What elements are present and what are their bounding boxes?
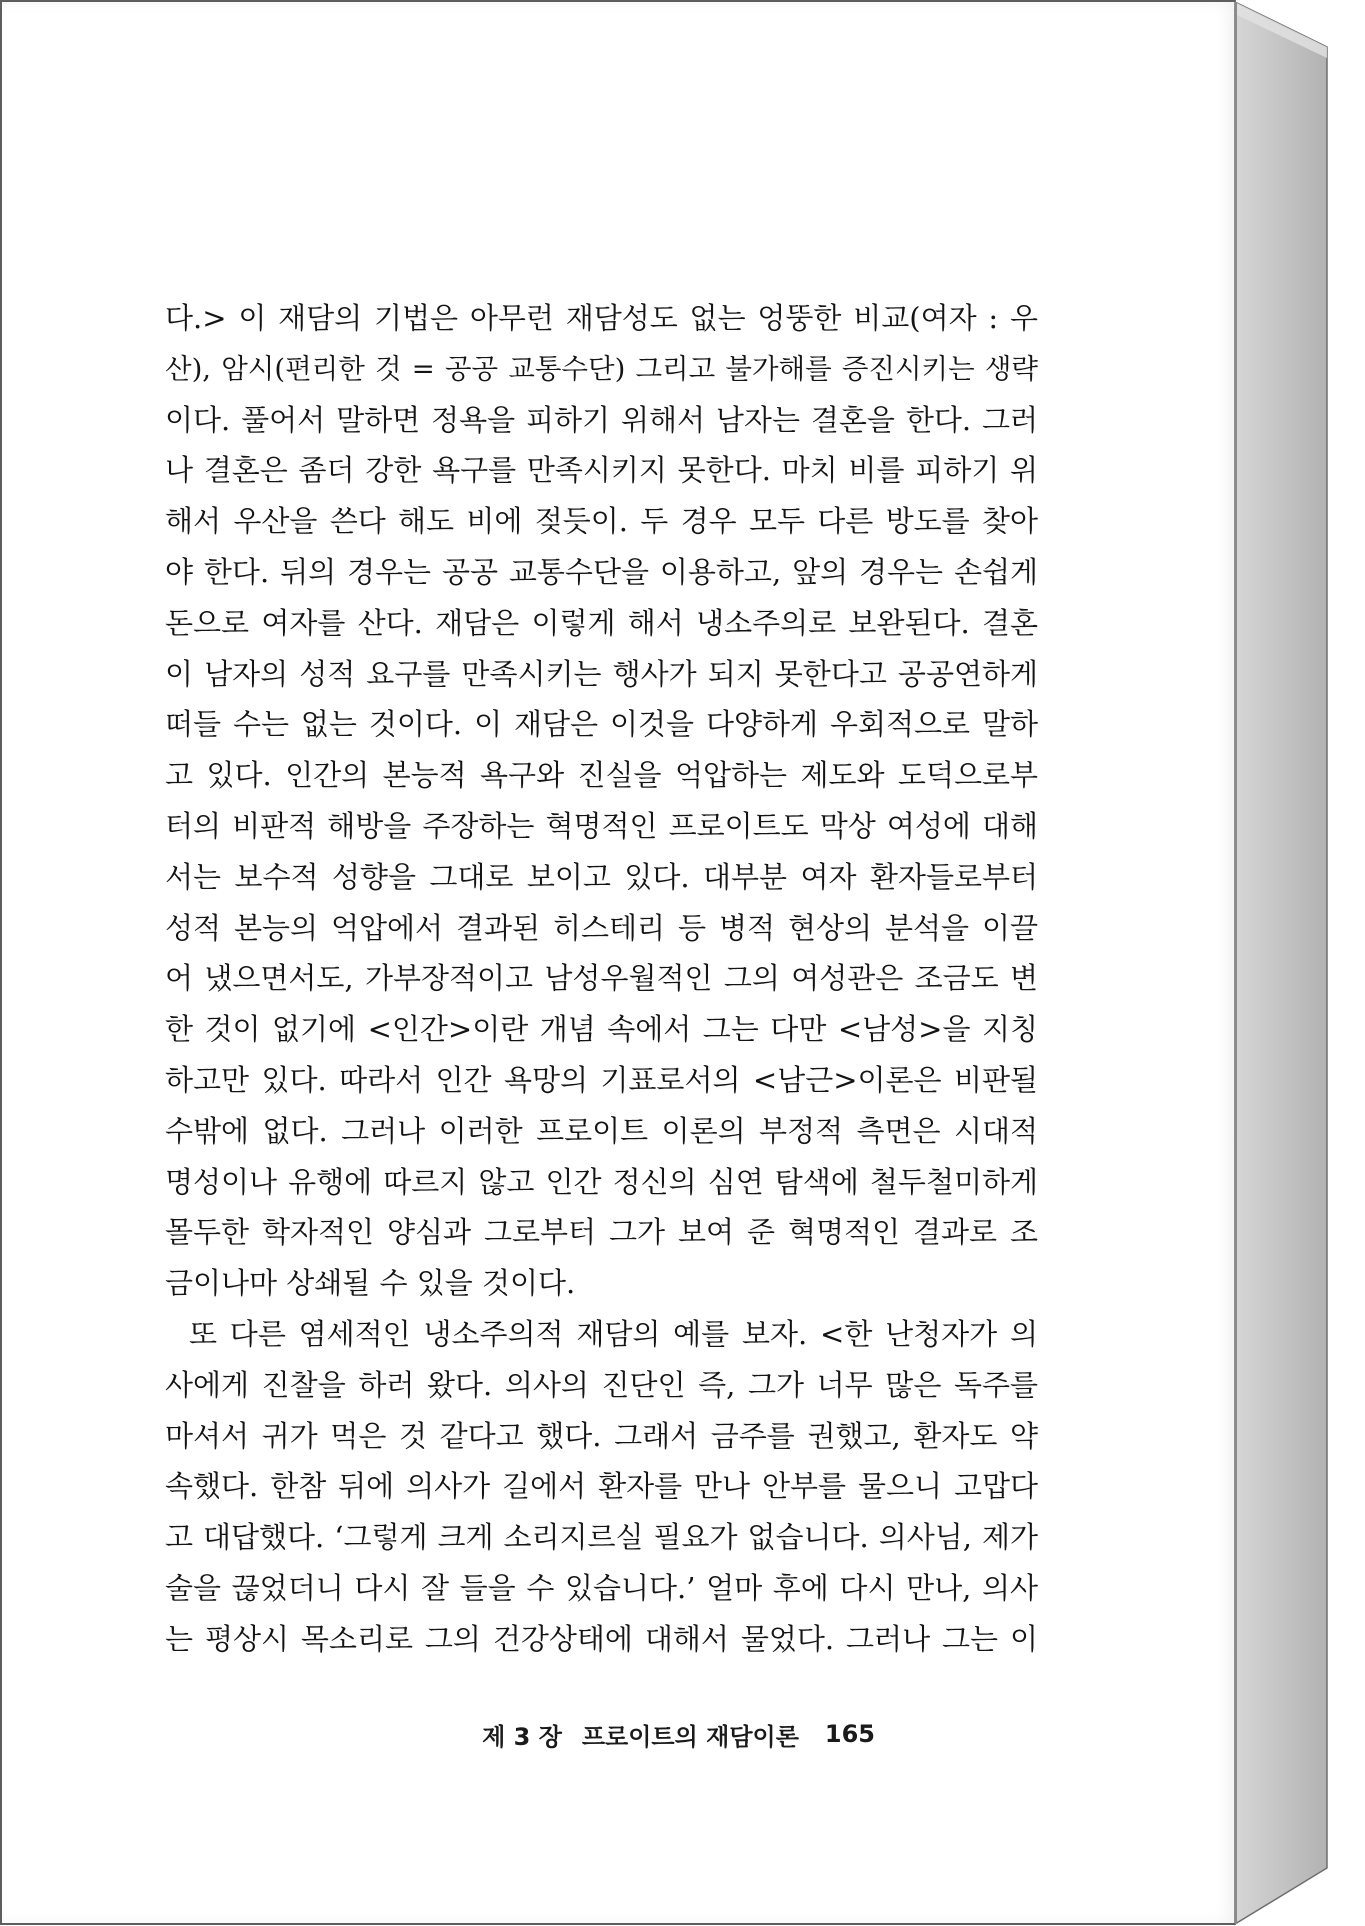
text-line: 금이나마 상쇄될 수 있을 것이다.	[165, 1266, 576, 1301]
text-line: 몰두한 학자적인 양심과 그로부터 그가 보여 준 혁명적인 결과로 조	[165, 1215, 1038, 1250]
text-line: 고 있다. 인간의 본능적 욕구와 진실을 억압하는 제도와 도덕으로부	[165, 758, 1038, 793]
text-line: 고 대답했다. ‘그렇게 크게 소리지르실 필요가 없습니다. 의사님, 제가	[165, 1520, 1038, 1555]
text-line: 또 다른 염세적인 냉소주의적 재담의 예를 보자. <한 난청자가 의	[189, 1316, 1038, 1351]
page-footer	[482, 1718, 875, 1750]
chapter-title: 프로이트의 재담이론	[581, 1722, 799, 1751]
text-line: 나 결혼은 좀더 강한 욕구를 만족시키지 못한다. 마치 비를 피하기 위	[165, 453, 1038, 488]
text-line: 터의 비판적 해방을 주장하는 혁명적인 프로이트도 막상 여성에 대해	[165, 808, 1038, 843]
paragraph	[165, 1309, 1038, 1665]
text-line: 떠들 수는 없는 것이다. 이 재담은 이것을 다양하게 우회적으로 말하	[165, 707, 1038, 742]
text-line: 속했다. 한참 뒤에 의사가 길에서 환자를 만나 안부를 물으니 고맙다	[165, 1469, 1038, 1504]
paragraph	[165, 293, 1038, 1309]
text-line: 이다. 풀어서 말하면 정욕을 피하기 위해서 남자는 결혼을 한다. 그러	[165, 402, 1038, 437]
text-line: 산), 암시(편리한 것 = 공공 교통수단) 그리고 불가해를 증진시키는 생략	[165, 352, 1038, 385]
text-line: 한 것이 없기에 <인간>이란 개념 속에서 그는 다만 <남성>을 지칭	[165, 1012, 1038, 1047]
chapter-number: 제 3 장	[482, 1722, 562, 1751]
book-edge-graphic	[1225, 0, 1345, 1926]
text-line: 이 남자의 성적 요구를 만족시키는 행사가 되지 못한다고 공공연하게	[165, 656, 1038, 691]
book-edge-side	[1235, 2, 1327, 1924]
text-line: 수밖에 없다. 그러나 이러한 프로이트 이론의 부정적 측면은 시대적	[165, 1113, 1038, 1148]
text-line: 서는 보수적 성향을 그대로 보이고 있다. 대부분 여자 환자들로부터	[165, 859, 1038, 894]
text-line: 다.> 이 재담의 기법은 아무런 재담성도 없는 엉뚱한 비교(여자 : 우	[165, 301, 1038, 335]
text-line: 어 냈으면서도, 가부장적이고 남성우월적인 그의 여성관은 조금도 변	[165, 961, 1038, 996]
text-line: 사에게 진찰을 하러 왔다. 의사의 진단인 즉, 그가 너무 많은 독주를	[165, 1367, 1038, 1402]
text-line: 해서 우산을 쓴다 해도 비에 젖듯이. 두 경우 모두 다른 방도를 찾아	[165, 504, 1038, 539]
text-line: 는 평상시 목소리로 그의 건강상태에 대해서 물었다. 그러나 그는 이	[165, 1621, 1038, 1656]
text-line: 야 한다. 뒤의 경우는 공공 교통수단을 이용하고, 앞의 경우는 손쉽게	[165, 554, 1038, 589]
body-text	[165, 293, 1038, 1665]
text-line: 명성이나 유행에 따르지 않고 인간 정신의 심연 탐색에 철두철미하게	[165, 1164, 1038, 1199]
text-line: 성적 본능의 억압에서 결과된 히스테리 등 병적 현상의 분석을 이끌	[165, 910, 1038, 945]
text-line: 술을 끊었더니 다시 잘 들을 수 있습니다.’ 얼마 후에 다시 만나, 의사	[165, 1570, 1038, 1605]
text-line: 마셔서 귀가 먹은 것 같다고 했다. 그래서 금주를 권했고, 환자도 약	[165, 1418, 1038, 1453]
page-number: 165	[824, 1720, 875, 1748]
text-line: 돈으로 여자를 산다. 재담은 이렇게 해서 냉소주의로 보완된다. 결혼	[165, 605, 1038, 640]
text-line: 하고만 있다. 따라서 인간 욕망의 기표로서의 <남근>이론은 비판될	[165, 1062, 1038, 1097]
